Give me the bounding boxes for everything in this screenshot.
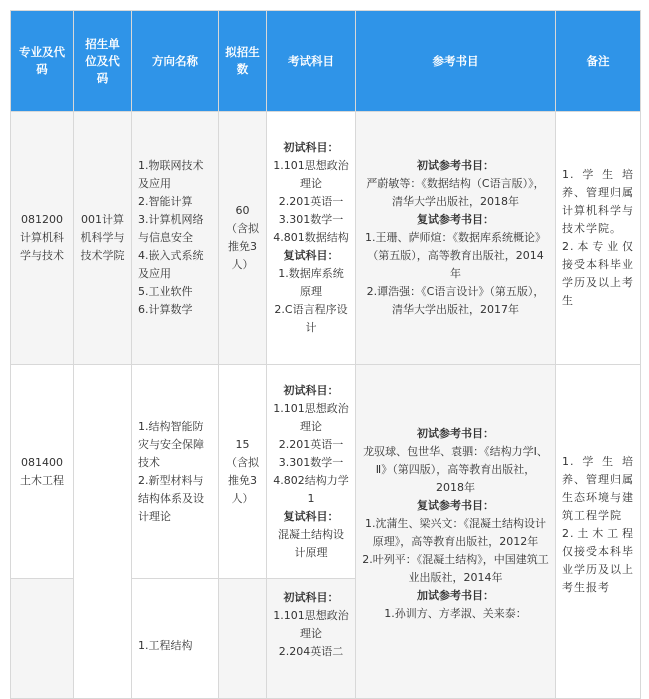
exam-item: 3.301数学一: [278, 213, 344, 226]
direction-item: 4.嵌入式系统及应用: [138, 249, 204, 280]
book-add-title: 加试参考书目：: [417, 589, 494, 602]
note-item: 2.本专业仅接受本科毕业学历及以上考生: [562, 240, 634, 307]
exam-cell: [267, 579, 356, 699]
book-item: 龙驭球、包世华、袁驷：《结构力学Ⅰ、Ⅱ》（第四版），高等教育出版社，2018年: [363, 445, 548, 494]
direction-cell: [132, 365, 219, 579]
notes-cell: [556, 365, 641, 699]
exam-item: 1.数据库系统原理: [278, 267, 344, 298]
major-cell: 081400土木工程: [11, 365, 74, 579]
header-direction: 方向名称: [132, 11, 219, 112]
exam-item: 3.301数学一: [278, 455, 344, 469]
header-unit: 招生单位及代码: [74, 11, 132, 112]
exam-init-title: 初试科目：: [283, 591, 339, 604]
exam-item: 1.101思想政治理论: [273, 159, 349, 190]
book-init-title: 初试参考书目：: [417, 427, 494, 440]
direction-item: 3.计算机网络与信息安全: [138, 213, 204, 244]
exam-item: 2.C语言程序设计: [274, 303, 348, 334]
exam-re-title: 复试科目：: [283, 509, 339, 523]
book-re-title: 复试参考书目：: [417, 499, 494, 512]
direction-item: 1.物联网技术及应用: [138, 159, 204, 190]
book-item: 1.孙训方、方孝淑、关来泰：: [384, 607, 527, 620]
exam-item: 1.101思想政治理论: [273, 401, 349, 433]
book-re-title: 复试参考书目：: [417, 213, 494, 226]
quota-cell: 60（含拟推免3人）: [219, 112, 267, 365]
book-item: 1.王珊、萨师煊：《数据库系统概论》（第五版），高等教育出版社，2014年: [365, 231, 546, 280]
exam-item: 4.801数据结构: [273, 231, 349, 244]
unit-cell-empty: [74, 365, 132, 699]
table-row: [11, 365, 641, 579]
exam-item: 2.204英语二: [278, 645, 344, 658]
quota-cell-empty: [219, 579, 267, 699]
book-item: 1.沈蒲生、梁兴文：《混凝土结构设计原理》，高等教育出版社，2012年: [365, 517, 546, 548]
exam-item: 1.101思想政治理论: [273, 609, 349, 640]
header-quota: 拟招生数: [219, 11, 267, 112]
note-item: 2.土木工程仅接受本科毕业学历及以上考生报考: [562, 527, 634, 594]
books-cell: [356, 365, 556, 699]
exam-item: 混凝土结构设计原理: [278, 527, 344, 559]
header-notes: 备注: [556, 11, 641, 112]
direction-cell: [132, 579, 219, 699]
book-init-title: 初试参考书目：: [417, 159, 494, 172]
exam-init-title: 初试科目：: [283, 383, 339, 397]
book-item: 严蔚敏等：《数据结构（C语言版）》，清华大学出版社，2018年: [366, 177, 545, 208]
book-item: 2.叶列平：《混凝土结构》，中国建筑工业出版社，2014年: [362, 553, 549, 584]
header-books: 参考书目: [356, 11, 556, 112]
exam-cell: [267, 112, 356, 365]
note-item: 1.学生培养、管理归属计算机科学与技术学院。: [562, 168, 634, 235]
exam-item: 2.201英语一: [278, 195, 344, 208]
book-item: 2.谭浩强：《C语言设计》（第五版），清华大学出版社，2017年: [366, 285, 545, 316]
exam-item: 4.802结构力学1: [273, 473, 349, 505]
table-row: [11, 112, 641, 365]
header-row: [11, 11, 641, 112]
exam-item: 2.201英语一: [278, 437, 344, 451]
direction-item: 6.计算数学: [138, 303, 193, 316]
major-cell: 081200计算机科学与技术: [11, 112, 74, 365]
direction-cell: [132, 112, 219, 365]
exam-re-title: 复试科目：: [283, 249, 339, 262]
direction-item: 5.工业软件: [138, 285, 193, 298]
exam-cell: [267, 365, 356, 579]
quota-cell: 15（含拟推免3人）: [219, 365, 267, 579]
direction-item: 1.工程结构: [138, 639, 193, 652]
major-cell-empty: [11, 579, 74, 699]
exam-init-title: 初试科目：: [283, 141, 339, 154]
header-exam: 考试科目: [267, 11, 356, 112]
admissions-table: [10, 10, 641, 699]
books-cell: [356, 112, 556, 365]
direction-item: 1.结构智能防灾与安全保障技术: [138, 419, 204, 469]
note-item: 1.学生培养、管理归属生态环境与建筑工程学院: [562, 455, 634, 522]
header-major: 专业及代码: [11, 11, 74, 112]
unit-cell: 001计算机科学与技术学院: [74, 112, 132, 365]
direction-item: 2.智能计算: [138, 195, 193, 208]
notes-cell: [556, 112, 641, 365]
direction-item: 2.新型材料与结构体系及设计理论: [138, 473, 204, 523]
